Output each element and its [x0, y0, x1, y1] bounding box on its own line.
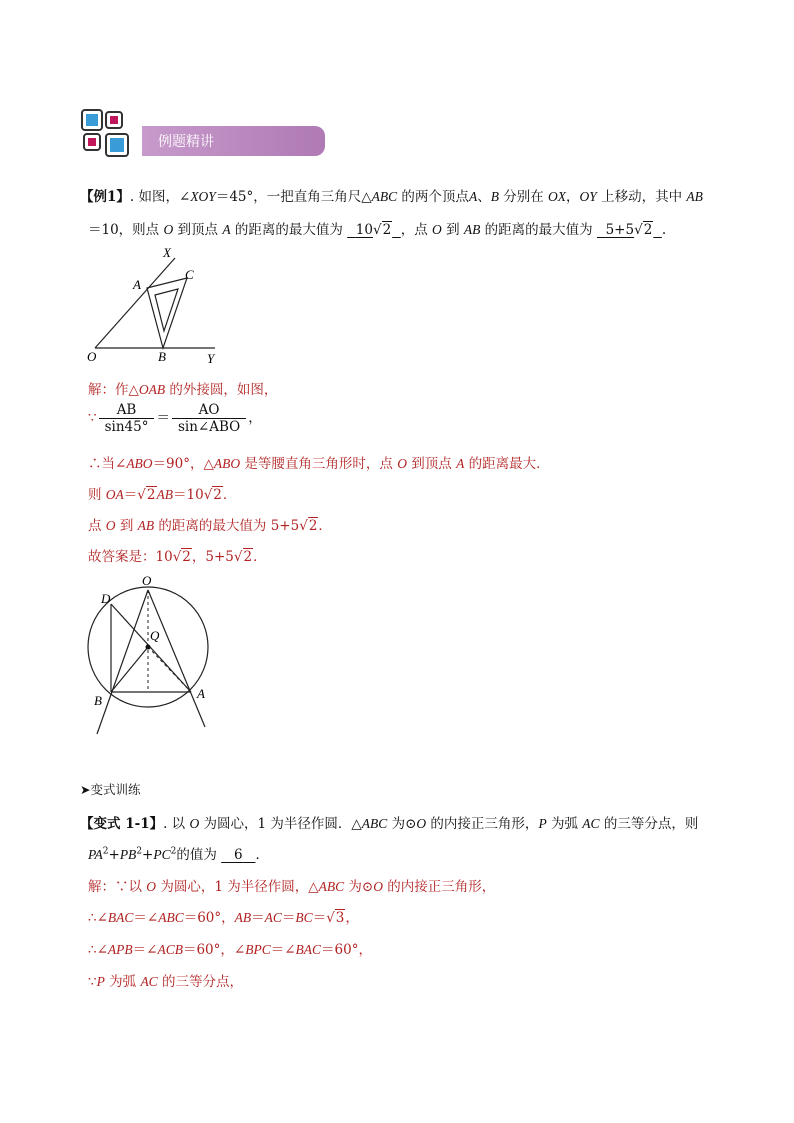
solution1-line6: 故答案是：10√2，5+5√2． — [88, 549, 267, 565]
example1-line1: 【例1】. 如图，∠XOY＝45°，一把直角三角尺△ABC 的两个顶点A、B 分别在 OX，OY 上移动，其中 AB — [80, 189, 703, 205]
solution1-line4: 则 OA＝√2AB＝10√2． — [88, 487, 237, 503]
variant-solution-line1: 解：∵以 O 为圆心，1 为半径作圆，△ABC 为⊙O 的内接正三角形， — [88, 879, 496, 895]
arrow-bullet-icon: ➤ — [80, 782, 91, 797]
variant-line2: $PA^2+PB^2+PC^2$的值为 6 ． — [88, 846, 269, 863]
variant-solution-line3: ∴∠APB＝∠ACB＝60°，∠BPC＝∠BAC＝60°， — [88, 942, 372, 958]
variant-heading: ➤变式训练 — [80, 782, 141, 797]
example1-tag: 【例1】 — [80, 189, 130, 205]
label-b: B — [158, 349, 166, 364]
label-d: D — [101, 591, 111, 606]
solution1-line1: 解：作△OAB 的外接圆，如图， — [88, 382, 278, 398]
solution1-line5: 点 O 到 AB 的距离的最大值为 5+5√2． — [88, 518, 332, 534]
figure-triangle-ruler — [85, 243, 235, 368]
variant-line1: 【变式 1-1】. 以 O 为圆心，1 为半径作圆．△ABC 为⊙O 的内接正三角形，P 为弧 AC 的三等分点，则 — [80, 816, 699, 832]
answer-blank-1: 10√2 — [355, 222, 392, 238]
label-b: B — [94, 693, 102, 708]
variant-tag: 【变式 1-1】 — [80, 816, 164, 832]
label-q: Q — [150, 628, 160, 643]
solution1-line3: ∴当∠ABO＝90°，△ABO 是等腰直角三角形时，点 O 到顶点 A 的距离最大． — [88, 456, 550, 472]
label-x: X — [163, 245, 171, 260]
answer-blank-3: 6 — [234, 847, 243, 863]
section-banner — [80, 108, 250, 160]
example1-line2: ＝10，则点 O 到顶点 A 的距离的最大值为 10√2 ，点 O 到 AB 的距离的最大值为 5+5√2 . — [88, 222, 667, 238]
banner-title: 例题精讲 — [142, 126, 325, 156]
label-o: O — [142, 573, 152, 588]
label-o: O — [87, 349, 97, 364]
variant-solution-line2: ∴∠BAC＝∠ABC＝60°，AB＝AC＝BC＝√3， — [88, 910, 359, 926]
label-a: A — [133, 277, 141, 292]
solution1-line2: ∵ $\frac{AB}{\sin 45^\circ}$ ＝ $\frac{AO}{\text{sin∠ABO}}$ ， — [88, 402, 262, 435]
label-a: A — [197, 686, 205, 701]
variant-solution-line4: ∵P 为弧 AC 的三等分点， — [88, 974, 243, 990]
figure-circumcircle — [85, 572, 225, 737]
puzzle-blocks-icon — [80, 108, 132, 160]
label-c: C — [185, 267, 194, 282]
answer-blank-2: 5+5√2 — [605, 222, 653, 238]
label-y: Y — [207, 351, 215, 366]
